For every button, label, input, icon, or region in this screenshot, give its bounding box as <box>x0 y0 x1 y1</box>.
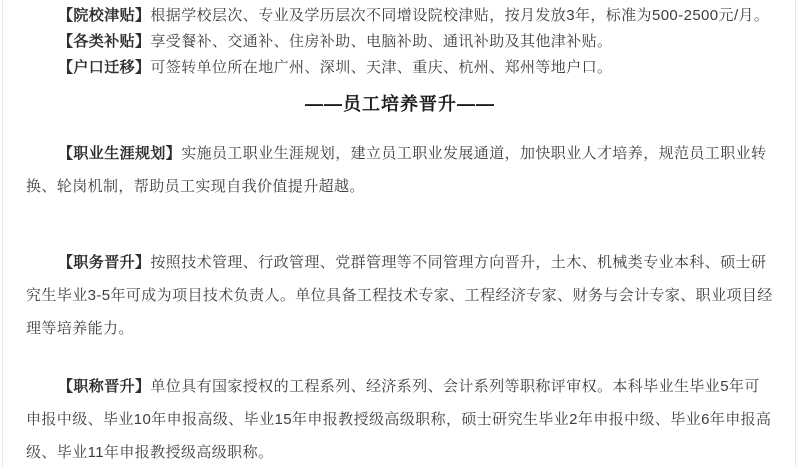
paragraph-position-promotion <box>26 246 774 345</box>
paragraph-hukou-transfer-label: 【户口迁移】 <box>58 59 151 76</box>
section-heading-promotion: ——员工培养晋升—— <box>305 94 495 114</box>
paragraph-career-planning-text: 实施员工职业生涯规划，建立员工职业发展通道，加快职业人才培养，规范员工职业转换、轮岗机制，帮助员工实现自我价值提升超越。 <box>26 145 767 195</box>
paragraph-school-allowance-text: 根据学校层次、专业及学历层次不同增设院校津贴，按月发放3年，标准为500-2500元/月。 <box>150 7 770 24</box>
paragraph-position-promotion-text: 按照技术管理、行政管理、党群管理等不同管理方向晋升，土木、机械类专业本科、硕士研究生毕业3-5年可成为项目技术负责人。单位具备工程技术专家、工程经济专家、财务与会计专家、职业项目经理等培养能力。 <box>26 254 773 337</box>
paragraph-title-promotion-label: 【职称晋升】 <box>58 378 151 395</box>
paragraph-position-promotion-label: 【职务晋升】 <box>58 254 151 271</box>
paragraph-hukou-transfer-text: 可签转单位所在地广州、深圳、天津、重庆、杭州、郑州等地户口。 <box>150 59 613 76</box>
paragraph-title-promotion <box>26 370 774 467</box>
right-page-border <box>795 0 796 467</box>
paragraph-subsidies-text: 享受餐补、交通补、住房补助、电脑补助、通讯补助及其他津补贴。 <box>150 33 613 50</box>
paragraph-career-planning <box>26 137 774 203</box>
paragraph-school-allowance-label: 【院校津贴】 <box>58 7 151 24</box>
paragraph-title-promotion-text: 单位具有国家授权的工程系列、经济系列、会计系列等职称评审权。本科毕业生毕业5年可申报中级、毕业10年申报高级、毕业15年申报教授级高级职称，硕士研究生毕业2年申报中级、毕业6年申报高级、毕业11年申报教授级高级职称。 <box>26 378 772 461</box>
paragraph-subsidies-label: 【各类补贴】 <box>58 33 151 50</box>
article-content <box>3 0 795 467</box>
paragraph-school-allowance <box>26 3 774 29</box>
paragraph-career-planning-label: 【职业生涯规划】 <box>58 145 182 162</box>
paragraph-subsidies <box>26 29 774 55</box>
paragraph-hukou-transfer <box>26 55 774 81</box>
